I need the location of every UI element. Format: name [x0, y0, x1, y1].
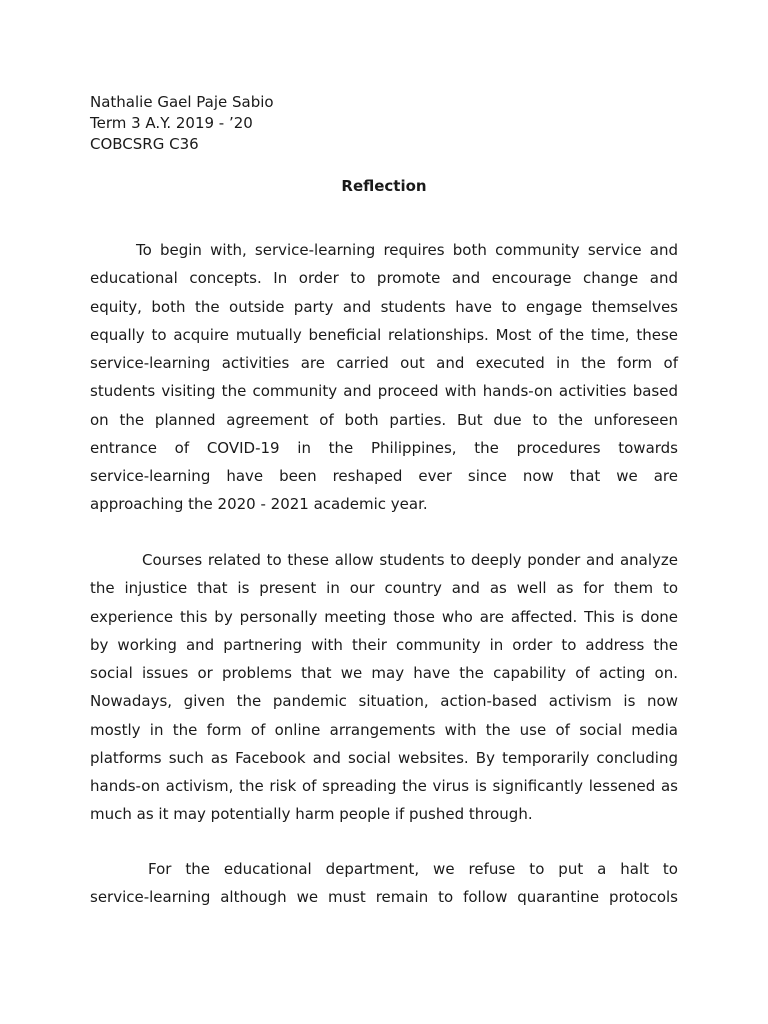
- paragraph-3: [90, 855, 678, 912]
- paragraph-2: [90, 546, 678, 829]
- paragraph-1: [90, 236, 678, 519]
- paragraph-line: approaching the 2020 - 2021 academic year.: [90, 495, 428, 514]
- paragraph-line: service-learning although we must remain to follow quarantine protocols: [90, 888, 678, 907]
- paragraph-line: equally to acquire mutually beneficial relationships. Most of the time, these: [90, 325, 678, 344]
- paragraph-line: Courses related to these allow students to deeply ponder and analyze: [142, 551, 678, 569]
- paragraph-line: hands-on activism, the risk of spreading the virus is significantly lessened as: [90, 777, 678, 795]
- term-line: Term 3 A.Y. 2019 - ’20: [90, 114, 253, 132]
- paragraph-line: platforms such as Facebook and social websites. By temporarily concluding: [90, 748, 678, 767]
- paragraph-line: equity, both the outside party and students have to engage themselves: [90, 297, 678, 316]
- author-name: Nathalie Gael Paje Sabio: [90, 93, 274, 111]
- author-block: [90, 92, 678, 155]
- paragraph-line: on the planned agreement of both parties. But due to the unforeseen: [90, 410, 678, 429]
- paragraph-line: To begin with, service-learning requires both community service and: [136, 241, 678, 259]
- paragraph-line: For the educational department, we refuse to put a halt to: [148, 860, 678, 878]
- paragraph-line: Nowadays, given the pandemic situation, action-based activism is now: [90, 692, 678, 711]
- paragraph-line: service-learning have been reshaped ever since now that we are: [90, 467, 678, 485]
- paragraph-line: much as it may potentially harm people if pushed through.: [90, 805, 533, 824]
- paragraph-line: entrance of COVID-19 in the Philippines, the procedures towards: [90, 438, 678, 457]
- paragraph-line: mostly in the form of online arrangements with the use of social media: [90, 720, 678, 739]
- paragraph-line: social issues or problems that we may have the capability of acting on.: [90, 664, 678, 682]
- paragraph-line: students visiting the community and proceed with hands-on activities based: [90, 382, 678, 401]
- section-code: COBCSRG C36: [90, 135, 199, 153]
- document-title: Reflection: [341, 177, 427, 195]
- paragraph-line: the injustice that is present in our country and as well as for them to: [90, 579, 678, 598]
- paragraph-line: experience this by personally meeting those who are affected. This is done: [90, 607, 678, 626]
- paragraph-line: educational concepts. In order to promote and encourage change and: [90, 269, 678, 288]
- paragraph-line: by working and partnering with their community in order to address the: [90, 635, 678, 654]
- paragraph-line: service-learning activities are carried out and executed in the form of: [90, 354, 678, 372]
